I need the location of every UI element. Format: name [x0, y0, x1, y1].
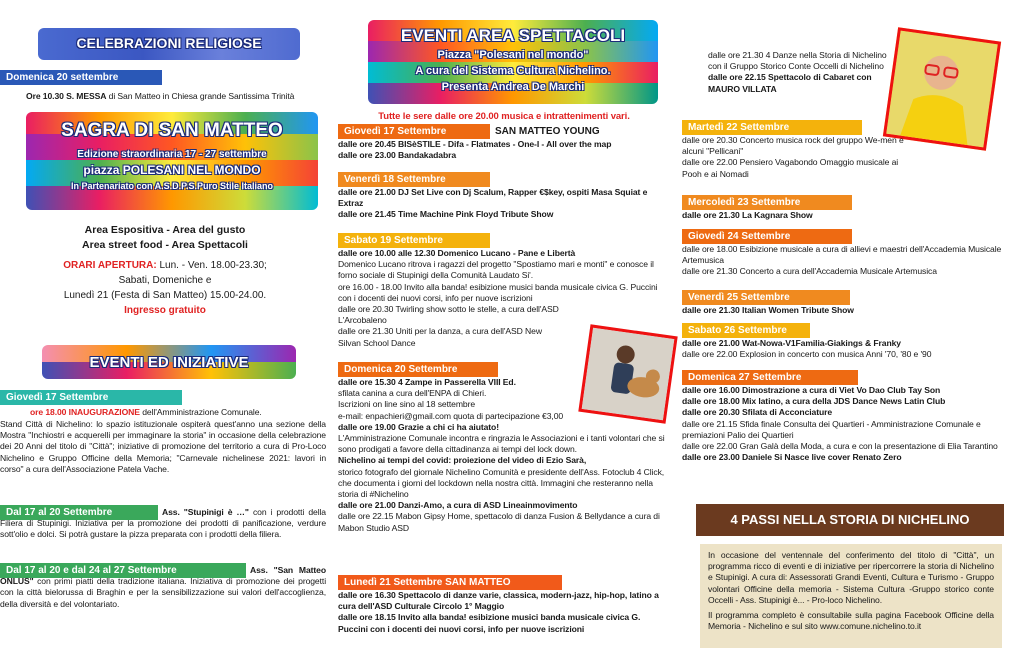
me23-block: Mercoledì 23 Settembre dalle ore 21.30 La Kagnara Show: [682, 195, 1022, 221]
passi-title: 4 PASSI NELLA STORIA DI NICHELINO: [696, 504, 1004, 536]
d27-band: Domenica 27 Settembre: [682, 370, 858, 385]
s19-band: Sabato 19 Settembre: [338, 233, 490, 248]
passi-body2: Il programma completo è consultabile sulla pagina Facebook Officine della Memoria - Nichelino e sul sito www.comune.nichelino.to.it: [708, 610, 994, 632]
spettacoli-intro: Tutte le sere dalle ore 20.00 musica e intrattenimenti vari.: [378, 111, 630, 122]
s26-block: Sabato 26 Settembre dalle ore 21.00 Wat-Nowa-V1Familia-Giakings & Franky dalle ore 22.00 Explosion in concerto con musica Anni '70, '80 e '90: [682, 325, 932, 360]
g24-block: Giovedì 24 Settembre dalle ore 18.00 Esibizione musicale a cura di allievi e maestri dell'Accademia Musicale Artemusica dalle ore 21.30 Concerto a cura dell'Accademia Musicale Artemusica: [682, 231, 1002, 277]
eventi-title: EVENTI ED INIZIATIVE: [89, 354, 249, 371]
areas-line1: Area Espositiva - Area del gusto: [84, 224, 246, 236]
eventi-banner: [42, 345, 296, 379]
dog-photo-image: [582, 328, 675, 421]
sagra-title: SAGRA DI SAN MATTEO: [61, 120, 283, 141]
l21-band: Lunedì 21 Settembre SAN MATTEO: [338, 575, 562, 590]
e3-body: Ass. "San Matteo ONLUS" con primi piatti della tradizione italiana. Iniziativa di promozione dei progetti con la città bielorussa di Braghin e per la sensibilizzazione sui valori dell'accoglienza, della diversità e del volontariato.: [0, 565, 326, 609]
sagra-line1: Edizione straordinaria 17 - 27 settembre: [77, 149, 267, 160]
sagra-line3: In Partenariato con A.S.D.P.S.Puro Stile Italiano: [70, 181, 274, 191]
ingresso-gratuito: Ingresso gratuito: [124, 305, 206, 316]
spettacoli-sub1: Piazza "Polesani nel mondo": [437, 49, 589, 61]
g17-block: Giovedì 17 Settembre SAN MATTEO YOUNG dalle ore 20.45 BISèSTILE - Difa - Flatmates - One-I - All over the map dalle ore 23.00 Bandakadabra: [338, 126, 612, 161]
column-right: [678, 0, 1024, 660]
e1-head: ore 18.00 INAUGURAZIONE dell'Amministrazione Comunale.: [30, 407, 262, 417]
sagra-info: [0, 223, 330, 253]
orari-label: ORARI APERTURA:: [63, 260, 157, 271]
orari: ORARI APERTURA: Lun. - Ven. 18.00-23.30; Sabati, Domeniche e Lunedì 21 (Festa di San Matteo) 15.00-24.00. Ingresso gratuito: [0, 258, 330, 318]
e2-band: Dal 17 al 20 Settembre: [0, 505, 158, 520]
religiose-banner: [38, 28, 300, 60]
d27-block: Domenica 27 Settembre dalle ore 16.00 Dimostrazione a cura di Viet Vo Dao Club Tay Son dalle ore 18.00 Mix latino, a cura della JDS Dance News Latin Club dalle ore 20.30 Sfilata di Acconciature dalle ore 21.15 Sfida finale Consulta dei Quartieri - Amministrazione Comunale e premiazioni Palio dei Quartieri dalle ore 22.00 Gran Galà della Moda, a cura e con la presentazione di Elia Tarantino dalle ore 23.00 Daniele Si Nasce live cover Renato Zero: [682, 372, 998, 463]
l21-block: Lunedì 21 Settembre SAN MATTEO dalle ore 16.30 Spettacolo di danze varie, classica, modern-jazz, hip-hop, latino a cura dell'ASD Culturale Circolo 1° Maggio dalle ore 18.15 Invito alla banda! esibizione musici banda musicale civica G. Puccini con i docenti dei nuovi corsi, info per nuove iscrizioni: [338, 577, 659, 634]
areas-line2: Area street food - Area Spettacoli: [82, 239, 248, 251]
v18-band: Venerdì 18 Settembre: [338, 172, 490, 187]
d20-band: Domenica 20 Settembre: [338, 362, 498, 377]
spettacoli-sub3: Presenta Andrea De Marchi: [441, 81, 585, 93]
e3-band: Dal 17 al 20 e dal 24 al 27 Settembre: [0, 563, 246, 578]
me23-band: Mercoledì 23 Settembre: [682, 195, 852, 210]
spettacoli-sub2: A cura del Sistema Cultura Nichelino.: [415, 65, 611, 77]
e1-body: Stand Città di Nichelino: lo spazio istituzionale ospiterà quest'anno una sezione della Mostra "Inchiostri e acquerelli per immaginare la storia" in occasione della celebrazione dei 20 Anni del titolo di "Città"; iniziative di promozione del territorio a cura di Pro-Loco Nichelino e Gruppo Officine della Memoria; "Carnevale nichelinese 2021: lavori in corso" a cura dell'Associazione Patela Vache.: [0, 419, 326, 474]
v18-block: Venerdì 18 Settembre dalle ore 21.00 DJ Set Live con Dj Scalum, Rapper €$key, ospiti Masa Squiat e Extraz dalle ore 21.45 Time Machine Pink Floyd Tribute Show: [338, 174, 648, 220]
g17-band: Giovedì 17 Settembre: [338, 124, 490, 139]
e1-band: Giovedì 17 Settembre: [0, 390, 182, 405]
g24-band: Giovedì 24 Settembre: [682, 229, 852, 244]
m22-band: Martedì 22 Settembre: [682, 120, 862, 135]
sagra-line2: piazza POLESANI NEL MONDO: [83, 163, 261, 177]
column-left: [0, 0, 330, 660]
g17-extra: SAN MATTEO YOUNG: [495, 126, 600, 137]
religiose-text: Ore 10.30 S. MESSA di San Matteo in Chiesa grande Santissima Trinità: [26, 91, 295, 101]
e2-body: Ass. "Stupinigi è …" con i prodotti della Filiera di Stupinigi. Iniziativa per la promozione dei prodotti di panificazione, verdure sott'olio e dolci. Si potrà gustare la pizza preparata con i prodotti della filiera.: [0, 507, 326, 540]
religiose-title: CELEBRAZIONI RELIGIOSE: [76, 35, 262, 51]
passi-body: In occasione del ventennale del conferimento del titolo di "Città", un programma ricco di eventi e di iniziative per ripercorrere la storia di Nichelino e Stupinigi. A cura di: Assessorati Grandi Eventi, Cultura e Turismo - Gruppo volontari Officine della memoria - Sistema Cultura -Gruppo storico conte Occelli - Ass. Stupinigi è... - Pro-loco Nichelino.: [708, 550, 994, 605]
dog-photo: [578, 324, 677, 423]
d20-block: Domenica 20 Settembre dalle ore 15.30 4 Zampe in Passerella VIII Ed. sfilata canina a cura dell'ENPA di Chieri. Iscrizioni on line sino al 18 settembre e-mail: enpachieri@gmail.com quota di partecipazione €3,00 dalle ore 19.00 Grazie a chi ci ha aiutato! L'Amministrazione Comunale incontra e ringrazia le Associazioni e i tanti volontari che si sono prodigati a favore della cittadinanza ai tempi del lock down. Nichelino ai tempi del covid: proiezione del video di Ezio Sarà, storico fotografo del giornale Nichelino Comunità e presidente dell'Ass. Fotoclub 4 Click, che documenta i giorni del lockdown nella nostra città. Immagini che resteranno nella storia di #Nichelino dalle ore 21.00 Danzi-Amo, a cura di ASD Lineainmovimento dalle ore 22.15 Mabon Gipsy Home, spettacolo di danza Fusion & Bellydance a cura di Mabon Studio ASD: [338, 364, 665, 533]
spettacoli-title: EVENTI AREA SPETTACOLI: [400, 26, 626, 45]
top-block: dalle ore 21.30 4 Danze nella Storia di Nichelino con il Gruppo Storico Conte Occelli di Nichelino dalle ore 22.15 Spettacolo di Cabaret con MAURO VILLATA: [708, 50, 887, 94]
column-middle: [338, 0, 670, 660]
religiose-date-band: Domenica 20 settembre: [0, 70, 162, 85]
sagra-banner: [26, 112, 318, 210]
s19-block: Sabato 19 Settembre dalle ore 10.00 alle 12.30 Domenico Lucano - Pane e Libertà Domenico Lucano ritrova i ragazzi del progetto "Spostiamo mari e monti" e conosce il forno sociale di Stupinigi della Comunità Laudato Si'. ore 16.00 - 18.00 Invito alla banda! esibizione musici banda musicale civica G. Puccini con i docenti dei nuovi corsi, info per nuove iscrizioni dalle ore 20.30 Twirling show sotto le stelle, a cura dell'ASD L'Arcobaleno dalle ore 21.30 Uniti per la danza, a cura dell'ASD New Silvan School Dance: [338, 235, 658, 348]
m22-block: Martedì 22 Settembre dalle ore 20.30 Concerto musica rock del gruppo We-men e alcuni "Pellicani" dalle ore 22.00 Pensiero Vagabondo Omaggio musicale ai Pooh e ai Nomadi: [682, 122, 904, 179]
passi-box: [700, 544, 1002, 648]
v25-block: Venerdì 25 Settembre dalle ore 21.30 Italian Women Tribute Show: [682, 292, 854, 315]
v25-band: Venerdì 25 Settembre: [682, 290, 850, 305]
s26-band: Sabato 26 Settembre: [682, 323, 810, 338]
spettacoli-banner: [368, 20, 658, 104]
